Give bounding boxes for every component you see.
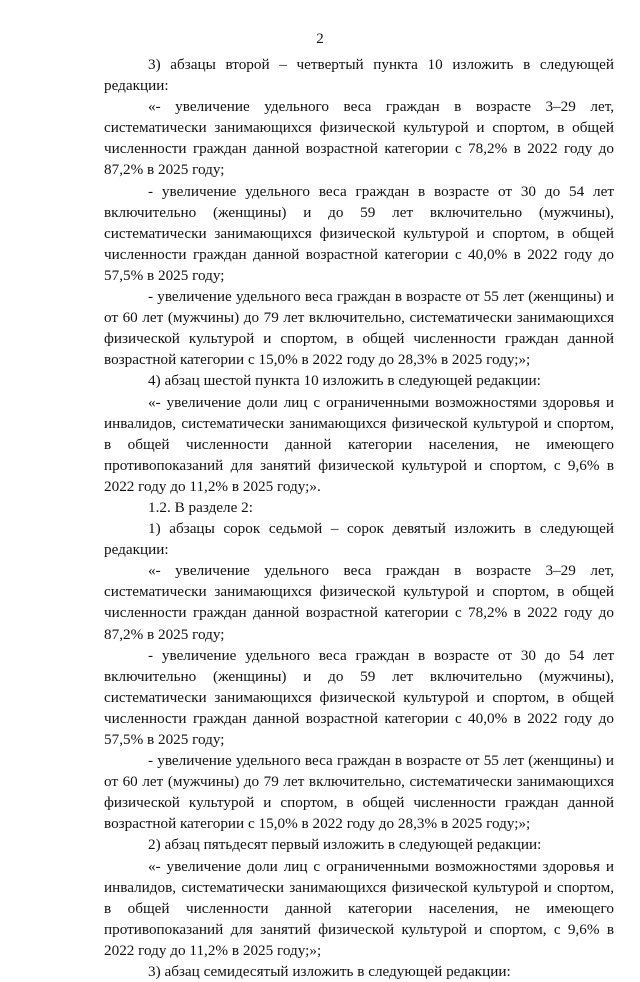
- paragraph-amend-para-47-49: 1) абзацы сорок седьмой – сорок девятый изложить в следующей редакции:: [104, 520, 614, 559]
- paragraph-indicator-age-3-29-repeat: «- увеличение удельного веса граждан в возрасте 3–29 лет, систематически занимающихся физической культурой и спортом, в общей численности граждан данной возрастной категории с 78,2% в 2022 году до 87,2% в 2025 году;: [104, 562, 614, 643]
- paragraph-amend-para-51: 2) абзац пятьдесят первый изложить в следующей редакции:: [148, 836, 542, 854]
- paragraph-indicator-age-30-54: - увеличение удельного веса граждан в возрасте от 30 до 54 лет включительно (женщины) и до 59 лет включительно (мужчины), систематически занимающихся физической культурой и спортом, в общей численности граждан данной возрастной категории с 40,0% в 2022 году до 57,5% в 2025 году;: [104, 182, 614, 284]
- paragraph-section-2-heading: 1.2. В разделе 2:: [148, 498, 253, 516]
- paragraph-indicator-disabled-repeat: «- увеличение доли лиц с ограниченными возможностями здоровья и инвалидов, систематически занимающихся физической культурой и спортом, в общей численности данной категории населения, не имеющего противопоказаний для занятий физической культурой и спортом, с 9,6% в 2022 году до 11,2% в 2025 году;»;: [104, 857, 614, 959]
- page-number: 2: [316, 31, 324, 47]
- paragraph-indicator-age-3-29: «- увеличение удельного веса граждан в возрасте 3–29 лет, систематически занимающихся физической культурой и спортом, в общей численности граждан данной возрастной категории с 78,2% в 2022 году до 87,2% в 2025 году;: [104, 98, 614, 179]
- paragraph-indicator-age-30-54-repeat: - увеличение удельного веса граждан в возрасте от 30 до 54 лет включительно (женщины) и до 59 лет включительно (мужчины), систематически занимающихся физической культурой и спортом, в общей численности граждан данной возрастной категории с 40,0% в 2022 году до 57,5% в 2025 году;: [104, 646, 614, 748]
- paragraph-indicator-age-55-79-repeat: - увеличение удельного веса граждан в возрасте от 55 лет (женщины) и от 60 лет (мужчины) до 79 лет включительно, систематически занимающихся физической культурой и спортом, в общей численности граждан данной возрастной категории с 15,0% в 2022 году до 28,3% в 2025 году;»;: [104, 752, 614, 833]
- paragraph-indicator-disabled: «- увеличение доли лиц с ограниченными возможностями здоровья и инвалидов, систематически занимающихся физической культурой и спортом, в общей численности данной категории населения, не имеющего противопоказаний для занятий физической культурой и спортом, с 9,6% в 2022 году до 11,2% в 2025 году;».: [104, 393, 614, 495]
- paragraph-indicator-age-55-79: - увеличение удельного веса граждан в возрасте от 55 лет (женщины) и от 60 лет (мужчины) до 79 лет включительно, систематически занимающихся физической культурой и спортом, в общей численности граждан данной возрастной категории с 15,0% в 2022 году до 28,3% в 2025 году;»;: [104, 288, 614, 369]
- paragraph-amend-point-10-para-6: 4) абзац шестой пункта 10 изложить в следующей редакции:: [148, 372, 541, 390]
- paragraph-amend-point-10-para-2-4: 3) абзацы второй – четвертый пункта 10 изложить в следующей редакции:: [104, 56, 614, 95]
- document-body: [104, 54, 614, 982]
- paragraph-amend-para-70: 3) абзац семидесятый изложить в следующей редакции:: [148, 963, 511, 981]
